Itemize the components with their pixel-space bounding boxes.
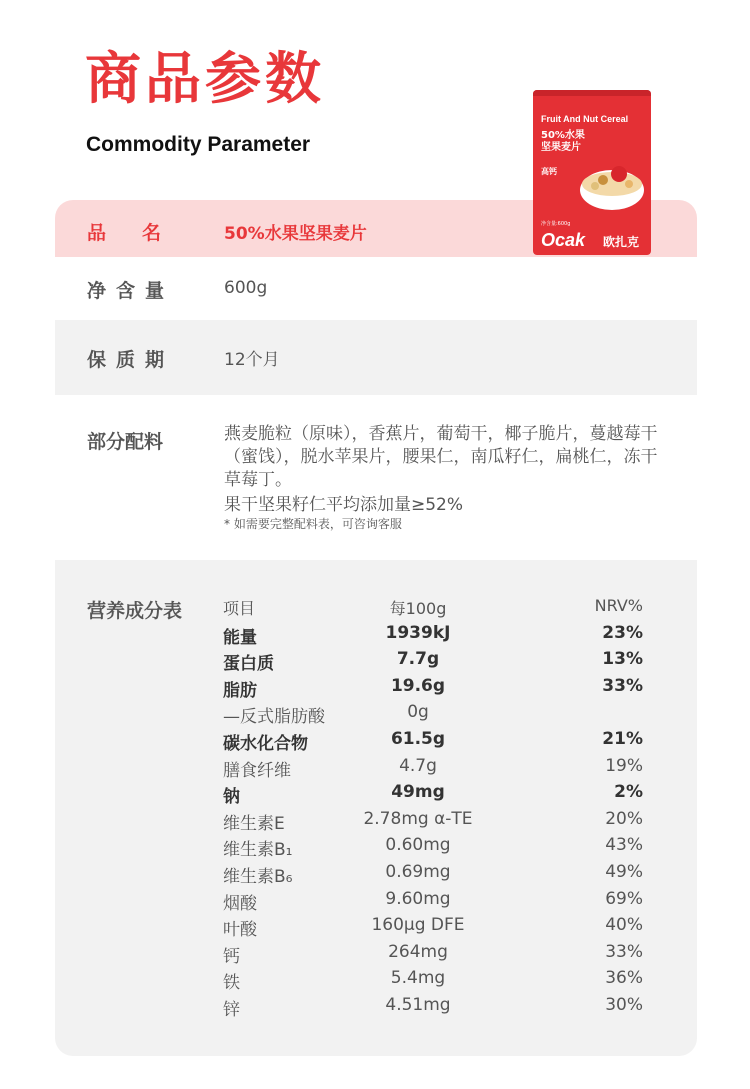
nutrition-row <box>223 676 643 703</box>
nutrition-item-value: 1939kJ <box>385 622 451 643</box>
param-label-net: 净含量 <box>87 280 175 302</box>
nutrition-header-per100g: 每100g <box>389 599 447 618</box>
nutrition-item-nrv: 40% <box>605 915 643 936</box>
nutrition-item-value: 7.7g <box>396 649 440 670</box>
ingredients-addition: 果干坚果籽仁平均添加量≥52% <box>224 495 464 515</box>
nutrition-row <box>223 649 643 676</box>
nutrition-row <box>223 809 643 836</box>
nutrition-label: 营养成分表 <box>87 600 183 622</box>
nutrition-item-value: 0g <box>407 702 429 723</box>
nutrition-item-name: 维生素B₁ <box>223 840 293 861</box>
nutrition-item-nrv: 33% <box>605 941 643 962</box>
nutrition-item-nrv: 33% <box>602 675 643 696</box>
param-value-net: 600g <box>224 278 268 298</box>
nutrition-item-name: 碳水化合物 <box>223 733 308 754</box>
nutrition-item-value: 9.60mg <box>385 888 451 909</box>
nutrition-item-value: 264mg <box>388 941 448 962</box>
nutrition-header-item: 项目 <box>223 599 256 618</box>
nutrition-row <box>223 729 643 756</box>
ingredients-text: 燕麦脆粒（原味），香蕉片，葡萄干，椰子脆片，蔓越莓干（蜜饯），脱水苹果片，腰果仁，南瓜籽仁，扁桃仁，冻干草莓丁。 <box>224 424 658 490</box>
package-cn-name-1: 50%水果 <box>541 130 585 141</box>
nutrition-item-name: 钙 <box>223 946 240 967</box>
nutrition-item-value: 0.60mg <box>385 835 451 856</box>
param-value-name: 50%水果坚果麦片 <box>224 224 367 244</box>
nutrition-item-value: 4.51mg <box>385 994 451 1015</box>
nutrition-item-name: 叶酸 <box>223 920 257 941</box>
nutrition-item-nrv: 2% <box>614 782 643 803</box>
nutrition-row <box>223 835 643 862</box>
nutrition-item-nrv: 69% <box>605 888 643 909</box>
package-brand-cn: 欧扎克 <box>603 235 640 249</box>
package-badge: 高钙 <box>541 167 557 176</box>
param-label-ingredients: 部分配料 <box>87 431 164 453</box>
nutrition-item-value: 0.69mg <box>385 861 451 882</box>
nutrition-item-name: 维生素B₆ <box>223 866 293 887</box>
nutrition-row <box>223 702 643 729</box>
nutrition-item-name: 锌 <box>223 999 240 1020</box>
nutrition-item-name: 膳食纤维 <box>223 760 291 781</box>
page-title: 商品参数 <box>85 47 325 112</box>
nutrition-item-name: 能量 <box>223 627 257 648</box>
param-label-shelf: 保质期 <box>87 349 175 371</box>
nutrition-item-name: —反式脂肪酸 <box>223 707 325 728</box>
nutrition-item-nrv: 21% <box>602 728 643 749</box>
nutrition-item-nrv: 23% <box>602 622 643 643</box>
nutrition-item-value: 2.78mg α-TE <box>363 808 473 829</box>
param-label-name: 品名 <box>87 222 198 244</box>
nutrition-section <box>55 560 697 1056</box>
nutrition-row <box>223 623 643 650</box>
nutrition-item-name: 铁 <box>223 973 240 994</box>
nutrition-item-name: 维生素E <box>223 813 285 834</box>
param-value-shelf: 12个月 <box>224 350 280 370</box>
nutrition-item-nrv: 49% <box>605 861 643 882</box>
nutrition-item-nrv: 30% <box>605 994 643 1015</box>
package-weight: 净含量:600g <box>541 221 571 227</box>
nutrition-item-value: 49mg <box>391 782 445 803</box>
nutrition-row <box>223 756 643 783</box>
nutrition-item-nrv: 13% <box>602 649 643 670</box>
package-cn-name-2: 坚果麦片 <box>541 142 581 153</box>
nutrition-row <box>223 942 643 969</box>
nutrition-item-nrv: 20% <box>605 808 643 829</box>
package-seal <box>533 90 651 96</box>
nutrition-row <box>223 995 643 1022</box>
page-subtitle: Commodity Parameter <box>86 133 311 156</box>
nutrition-item-value: 61.5g <box>390 728 446 749</box>
param-row-ingredients <box>55 395 697 560</box>
nutrition-row <box>223 782 643 809</box>
nutrition-row <box>223 889 643 916</box>
nutrition-item-name: 脂肪 <box>223 680 257 701</box>
nutrition-item-nrv: 36% <box>605 968 643 989</box>
nutrition-row <box>223 915 643 942</box>
nutrition-item-nrv: 43% <box>605 835 643 856</box>
nutrition-item-nrv: 19% <box>605 755 643 776</box>
nutrition-header-nrv: NRV% <box>594 596 643 615</box>
cereal-bowl-icon <box>577 154 647 214</box>
ingredients-note: * 如需要完整配料表，可咨询客服 <box>224 517 402 531</box>
nutrition-item-value: 4.7g <box>399 755 437 776</box>
nutrition-item-name: 蛋白质 <box>223 654 274 675</box>
nutrition-item-value: 160μg DFE <box>371 915 465 936</box>
param-row-shelf <box>55 320 697 395</box>
nutrition-row <box>223 862 643 889</box>
nutrition-row <box>223 968 643 995</box>
nutrition-item-value: 5.4mg <box>390 968 446 989</box>
param-row-net <box>55 257 697 320</box>
nutrition-item-name: 烟酸 <box>223 893 257 914</box>
package-en-name: Fruit And Nut Cereal <box>541 114 629 124</box>
product-package-image <box>533 90 651 255</box>
nutrition-item-value: 19.6g <box>390 675 446 696</box>
nutrition-item-name: 钠 <box>223 787 240 808</box>
nutrition-header-row <box>223 596 643 623</box>
package-brand: Ocak <box>541 230 586 250</box>
nutrition-table <box>223 596 643 1022</box>
